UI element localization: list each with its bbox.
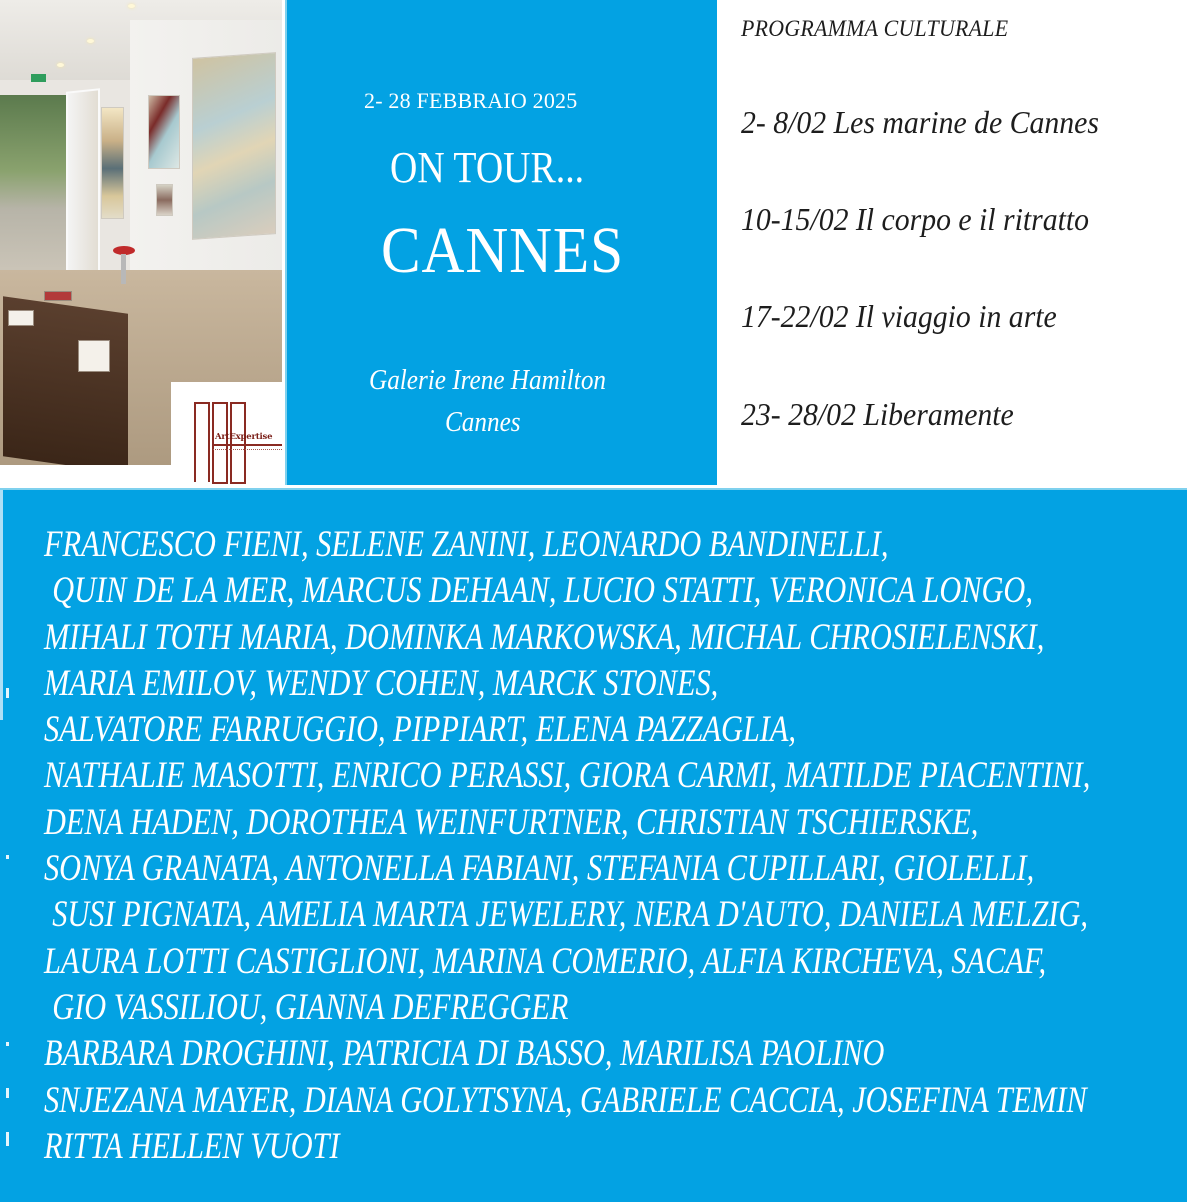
- edge-artifact: [6, 855, 9, 859]
- artist-line: BARBARA DROGHINI, PATRICIA DI BASSO, MARILISA PAOLINO: [44, 1033, 885, 1075]
- stool-leg: [121, 254, 126, 284]
- event-venue-city: Cannes: [445, 407, 521, 438]
- exit-sign-icon: [31, 74, 46, 82]
- event-city: CANNES: [381, 214, 625, 287]
- program-item: 17-22/02 Il viaggio in arte: [741, 298, 1057, 334]
- program-item: 10-15/02 Il corpo e il ritratto: [741, 201, 1090, 237]
- event-dates: 2- 28 FEBBRAIO 2025: [364, 88, 578, 113]
- artist-line: LAURA LOTTI CASTIGLIONI, MARINA COMERIO, ALFIA KIRCHEVA, SACAF,: [44, 940, 1047, 982]
- program-item: 23- 28/02 Liberamente: [741, 396, 1014, 432]
- program-item: 2- 8/02 Les marine de Cannes: [741, 104, 1099, 140]
- program-heading: PROGRAMMA CULTURALE: [741, 16, 1009, 41]
- glass-door: [66, 88, 100, 296]
- painting: [148, 95, 180, 169]
- event-panel: [285, 0, 719, 485]
- edge-artifact: [6, 1088, 9, 1098]
- painting: [156, 184, 173, 216]
- ceiling-light: [57, 63, 64, 67]
- artist-line: QUIN DE LA MER, MARCUS DEHAAN, LUCIO STATTI, VERONICA LONGO,: [52, 570, 1033, 612]
- artist-line: MIHALI TOTH MARIA, DOMINKA MARKOWSKA, MICHAL CHROSIELENSKI,: [44, 616, 1045, 658]
- artist-line: SUSI PIGNATA, AMELIA MARTA JEWELERY, NERA D'AUTO, DANIELA MELZIG,: [52, 894, 1089, 936]
- edge-artifact: [0, 490, 3, 720]
- ceiling-light: [128, 4, 135, 8]
- catalog: [44, 291, 72, 301]
- painting: [192, 52, 276, 240]
- artist-line: MARIA EMILOV, WENDY COHEN, MARCK STONES,: [44, 662, 719, 704]
- logo-bar: [212, 402, 228, 484]
- edge-artifact: [6, 1042, 9, 1046]
- artist-line: GIO VASSILIOU, GIANNA DEFREGGER: [52, 986, 569, 1028]
- artist-line: SONYA GRANATA, ANTONELLA FABIANI, STEFANIA CUPILLARI, GIOLELLI,: [44, 848, 1035, 890]
- logo-bar: [194, 402, 210, 482]
- painting: [101, 107, 124, 219]
- edge-artifact: [6, 688, 9, 698]
- artist-line: RITTA HELLEN VUOTI: [44, 1125, 340, 1167]
- catalog: [8, 310, 34, 326]
- artist-line: FRANCESCO FIENI, SELENE ZANINI, LEONARDO BANDINELLI,: [44, 524, 889, 565]
- artists-list: [44, 522, 1187, 1170]
- event-title: ON TOUR...: [390, 143, 585, 192]
- artist-line: SNJEZANA MAYER, DIANA GOLYTSYNA, GABRIELE CACCIA, JOSEFINA TEMIN: [44, 1079, 1087, 1121]
- logo-bar: [230, 402, 246, 484]
- logo-tagline: [213, 446, 282, 450]
- cultural-program: [717, 0, 1187, 488]
- artist-line: NATHALIE MASOTTI, ENRICO PERASSI, GIORA CARMI, MATILDE PIACENTINI,: [44, 755, 1091, 797]
- artists-panel: [0, 488, 1187, 1202]
- logo-name: ArtExpertise: [215, 432, 273, 442]
- edge-artifact: [6, 1132, 9, 1146]
- open-doorway: [0, 95, 74, 285]
- event-venue: Galerie Irene Hamilton: [369, 365, 607, 396]
- catalog: [78, 340, 110, 372]
- artist-line: DENA HADEN, DOROTHEA WEINFURTNER, CHRISTIAN TSCHIERSKE,: [44, 801, 979, 843]
- artexpertise-logo: [171, 382, 282, 487]
- artist-line: SALVATORE FARRUGGIO, PIPPIART, ELENA PAZZAGLIA,: [44, 709, 797, 751]
- ceiling-light: [87, 39, 94, 43]
